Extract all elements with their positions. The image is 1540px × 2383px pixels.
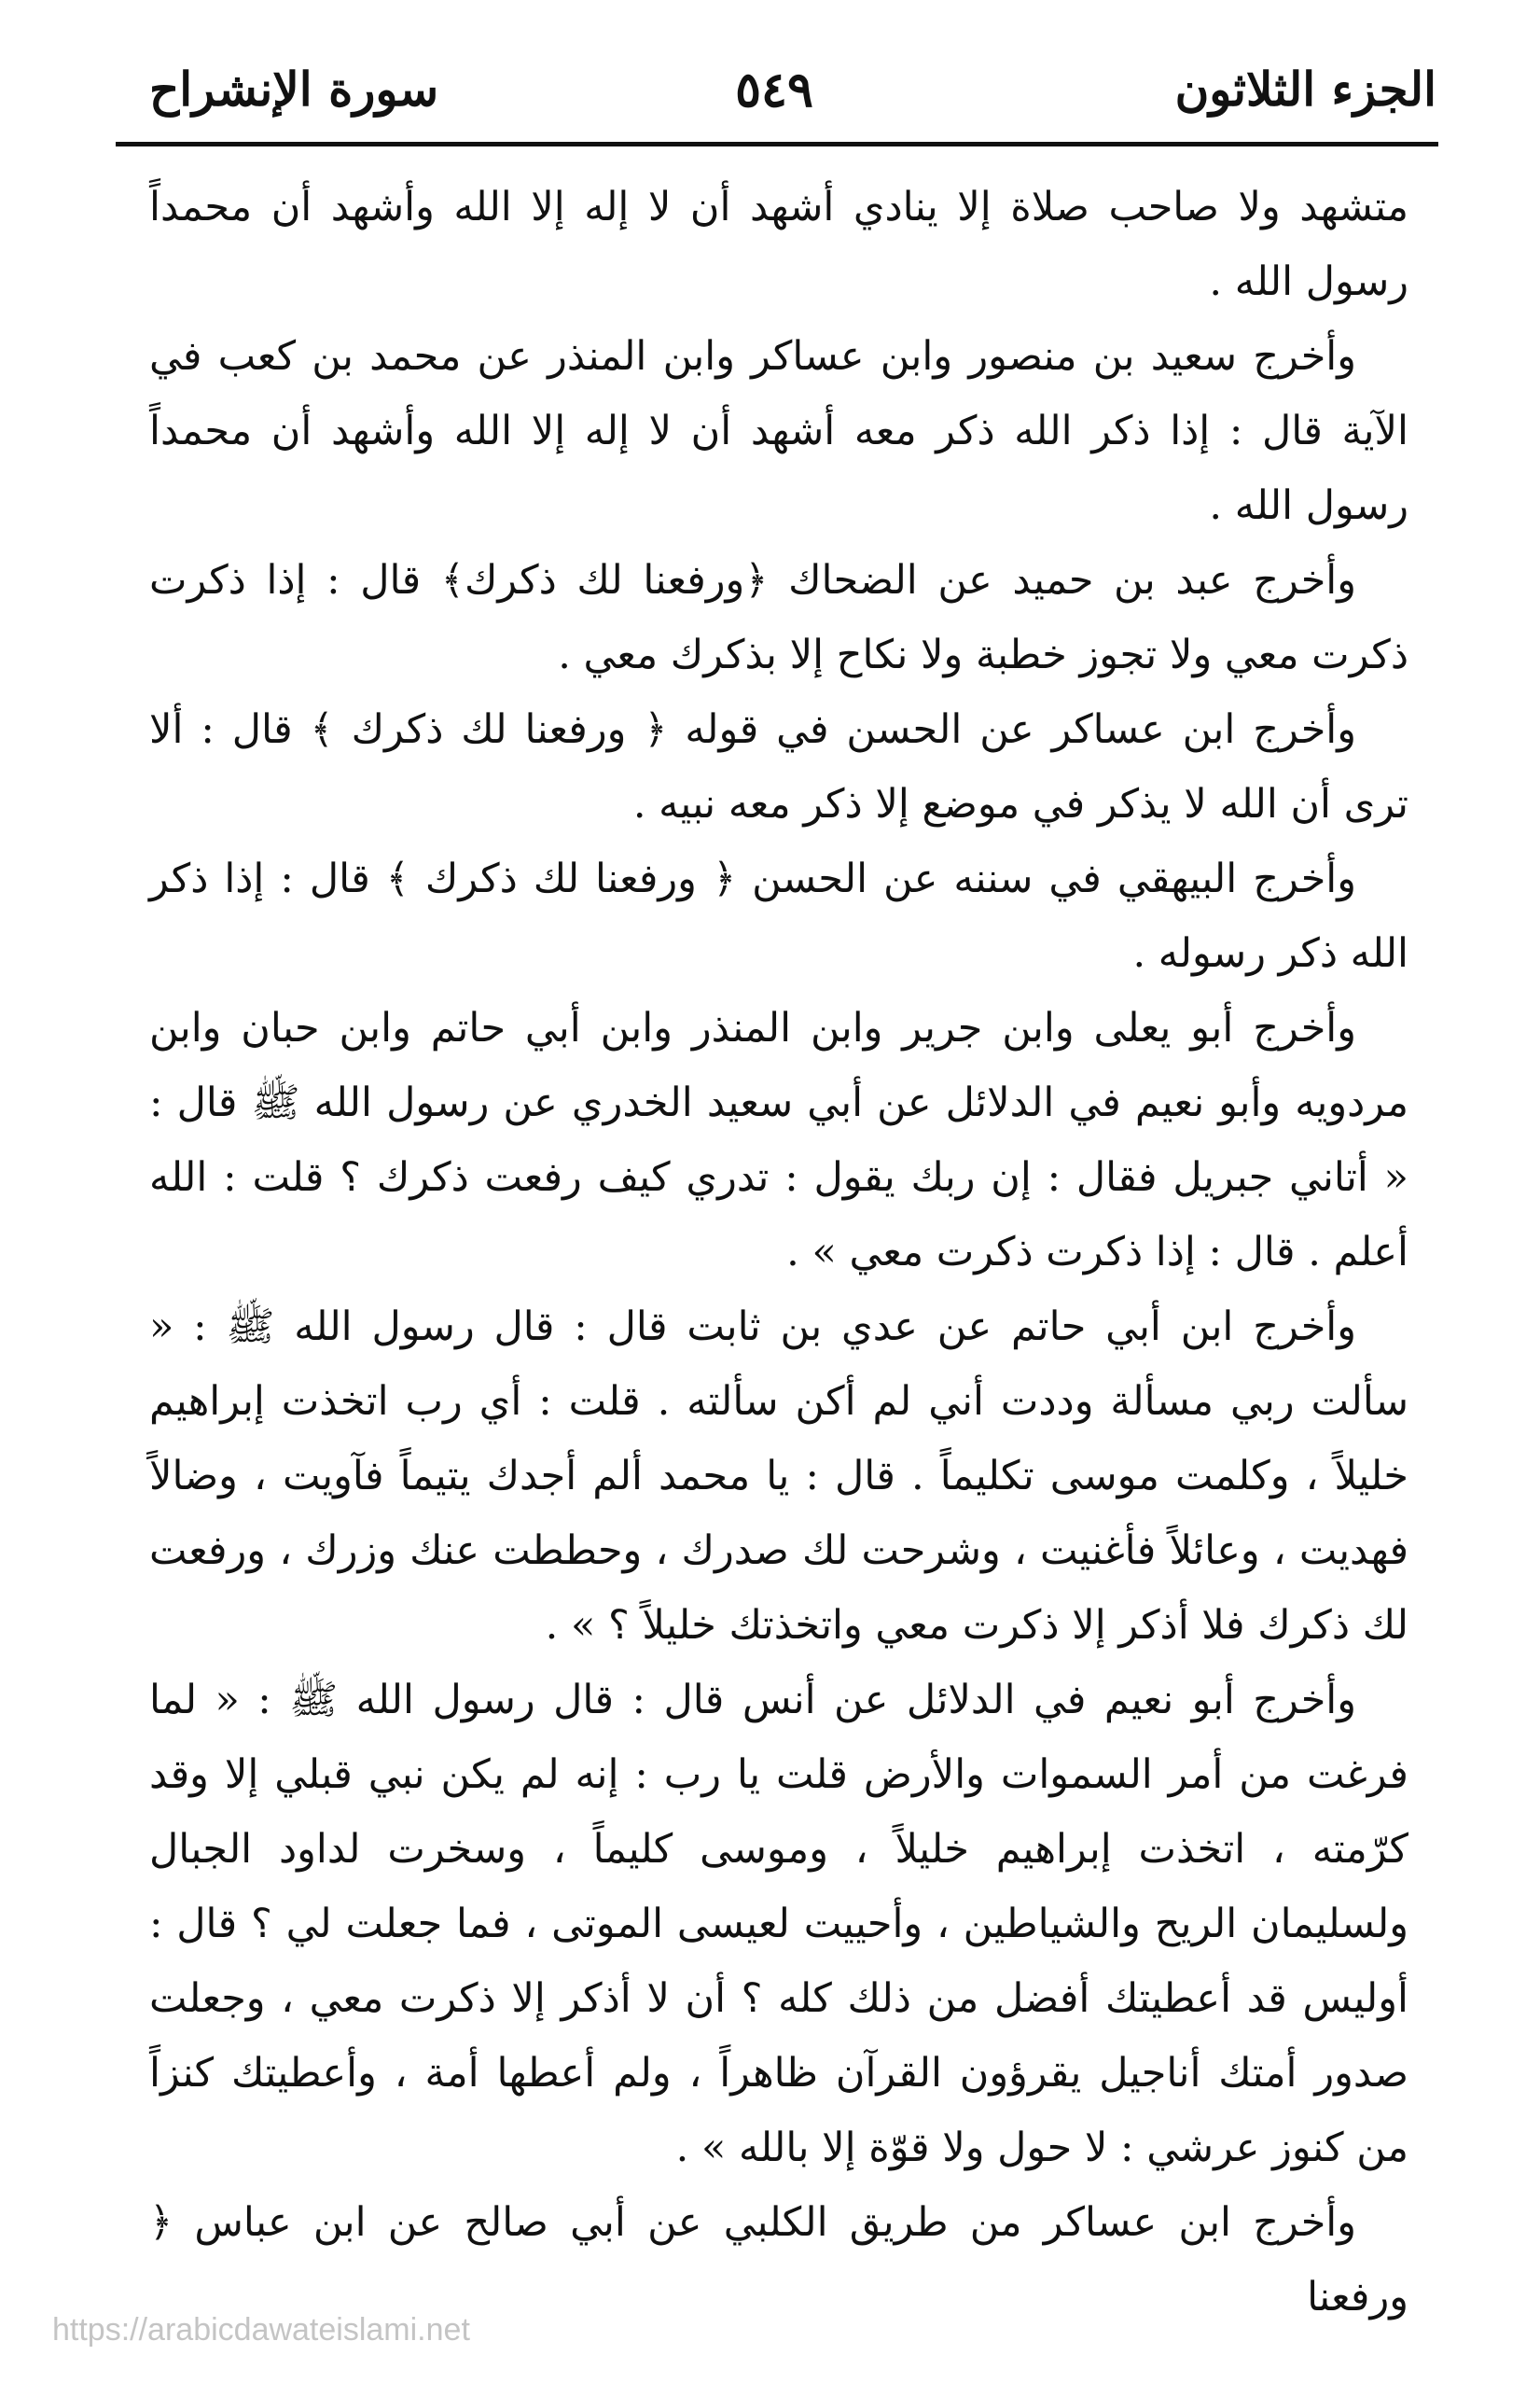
page-body xyxy=(149,170,1408,2334)
juz-title: الجزء الثلاثون xyxy=(1174,62,1436,117)
paragraph: وأخرج سعيد بن منصور وابن عساكر وابن المنذر عن محمد بن كعب في الآية قال : إذا ذكر الله ذكر معه أشهد أن لا إله إلا الله وأشهد أن محمداً رسول الله . xyxy=(149,333,1408,529)
paragraph: وأخرج ابن أبي حاتم عن عدي بن ثابت قال : قال رسول الله ﷺ : « سألت ربي مسألة وددت أني لم أكن سألته . قلت : أي رب اتخذت إبراهيم خليلاً ، وكلمت موسى تكليماً . قال : يا محمد ألم أجدك يتيماً فآويت ، وضالاً فهديت ، وعائلاً فأغنيت ، وشرحت لك صدرك ، وحططت عنك وزرك ، ورفعت لك ذكرك فلا أذكر إلا ذكرت معي واتخذتك خليلاً ؟ » . xyxy=(149,1303,1409,1649)
paragraph: وأخرج ابن عساكر من طريق الكلبي عن أبي صالح عن ابن عباس ﴿ ورفعنا xyxy=(149,2199,1408,2320)
header-divider xyxy=(116,142,1438,146)
paragraph: وأخرج أبو نعيم في الدلائل عن أنس قال : قال رسول الله ﷺ : « لما فرغت من أمر السموات والأرض قلت يا رب : إنه لم يكن نبي قبلي إلا وقد كرّمته ، اتخذت إبراهيم خليلاً ، وموسى كليماً ، وسخرت لداود الجبال ولسليمان الريح والشياطين ، وأحييت لعيسى الموتى ، فما جعلت لي ؟ قال : أوليس قد أعطيتك أفضل من ذلك كله ؟ أن لا أذكر إلا ذكرت معي ، وجعلت صدور أمتك أناجيل يقرؤون القرآن ظاهراً ، ولم أعطها أمة ، وأعطيتك كنزاً من كنوز عرشي : لا حول ولا قوّة إلا بالله » . xyxy=(149,1677,1408,2171)
watermark-url: https://arabicdawateislami.net xyxy=(52,2312,470,2348)
paragraph: وأخرج عبد بن حميد عن الضحاك ﴿ورفعنا لك ذكرك﴾ قال : إذا ذكرت ذكرت معي ولا تجوز خطبة ولا نكاح إلا بذكرك معي . xyxy=(149,557,1408,678)
page-header xyxy=(112,52,1436,142)
page-number: ٥٤٩ xyxy=(735,62,813,118)
surah-title: سورة الإنشراح xyxy=(149,62,439,117)
paragraph: متشهد ولا صاحب صلاة إلا ينادي أشهد أن لا إله إلا الله وأشهد أن محمداً رسول الله . xyxy=(149,184,1408,305)
paragraph: وأخرج البيهقي في سننه عن الحسن ﴿ ورفعنا لك ذكرك ﴾ قال : إذا ذكر الله ذكر رسوله . xyxy=(149,856,1408,977)
paragraph: وأخرج أبو يعلى وابن جرير وابن المنذر وابن أبي حاتم وابن حبان وابن مردويه وأبو نعيم في الدلائل عن أبي سعيد الخدري عن رسول الله ﷺ قال : « أتاني جبريل فقال : إن ربك يقول : تدري كيف رفعت ذكرك ؟ قلت : الله أعلم . قال : إذا ذكرت ذكرت معي » . xyxy=(149,1005,1408,1275)
paragraph: وأخرج ابن عساكر عن الحسن في قوله ﴿ ورفعنا لك ذكرك ﴾ قال : ألا ترى أن الله لا يذكر في موضع إلا ذكر معه نبيه . xyxy=(149,706,1408,828)
